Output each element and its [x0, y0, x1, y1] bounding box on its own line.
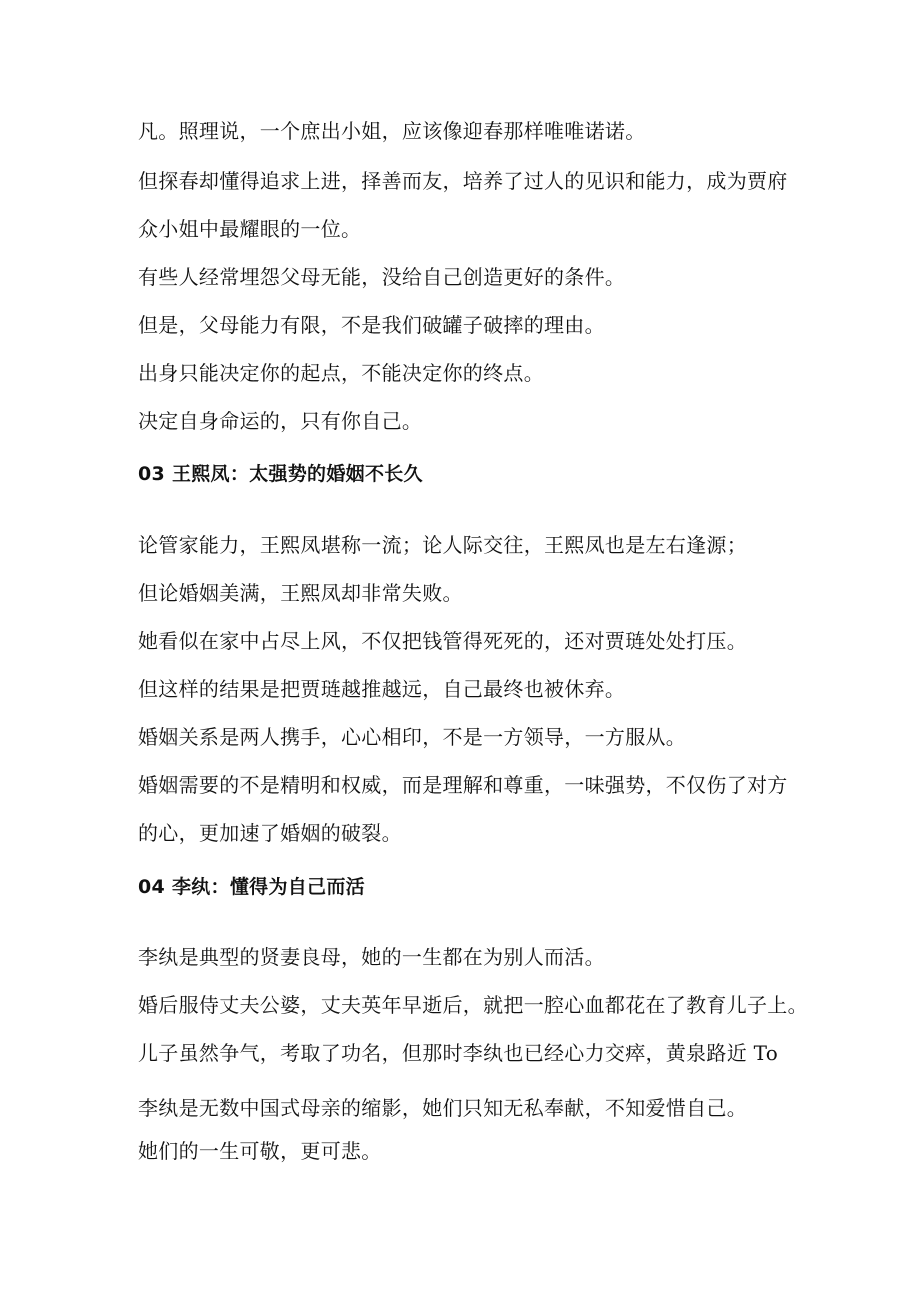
paragraph-line: 但论婚姻美满，王熙凤却非常失败。 [138, 581, 463, 605]
paragraph-line: 但这样的结果是把贾琏越推越远，自己最终也被休弃。 [138, 677, 626, 701]
paragraph-line: 她看似在家中占尽上风，不仅把钱管得死死的，还对贾琏处处打压。 [138, 629, 747, 653]
paragraph-line: 她们的一生可敬，更可悲。 [138, 1139, 382, 1163]
paragraph-line: 李纨是典型的贤妻良母，她的一生都在为别人而活。 [138, 945, 605, 969]
paragraph-line: 但探春却懂得追求上进，择善而友，培养了过人的见识和能力，成为贾府 [138, 169, 788, 193]
paragraph-line: 但是，父母能力有限，不是我们破罐子破摔的理由。 [138, 313, 605, 337]
section-heading-04: 04 李纨：懂得为自己而活 [138, 876, 365, 898]
paragraph-line: 婚后服侍丈夫公婆，丈夫英年早逝后，就把一腔心血都花在了教育儿子上。 [138, 993, 808, 1017]
paragraph-line: 出身只能决定你的起点，不能决定你的终点。 [138, 361, 544, 385]
paragraph-line: 儿子虽然争气，考取了功名，但那时李纨也已经心力交瘁，黄泉路近 To [138, 1041, 779, 1065]
paragraph-line: 李纨是无数中国式母亲的缩影，她们只知无私奉献，不知爱惜自己。 [138, 1096, 747, 1120]
paragraph-line: 凡。照理说，一个庶出小姐，应该像迎春那样唯唯诺诺。 [138, 119, 646, 143]
paragraph-line: 决定自身命运的，只有你自己。 [138, 409, 423, 433]
paragraph-line: 的心，更加速了婚姻的破裂。 [138, 821, 402, 845]
paragraph-line: 论管家能力，王熙凤堪称一流；论人际交往，王熙凤也是左右逢源； [138, 533, 747, 557]
paragraph-line: 婚姻需要的不是精明和权威，而是理解和尊重，一味强势，不仅伤了对方 [138, 773, 788, 797]
section-heading-03: 03 王熙凤：太强势的婚姻不长久 [138, 463, 423, 485]
paragraph-line: 众小姐中最耀眼的一位。 [138, 217, 362, 241]
paragraph-line: 婚姻关系是两人携手，心心相印，不是一方领导，一方服从。 [138, 725, 687, 749]
paragraph-line: 有些人经常埋怨父母无能，没给自己创造更好的条件。 [138, 265, 626, 289]
